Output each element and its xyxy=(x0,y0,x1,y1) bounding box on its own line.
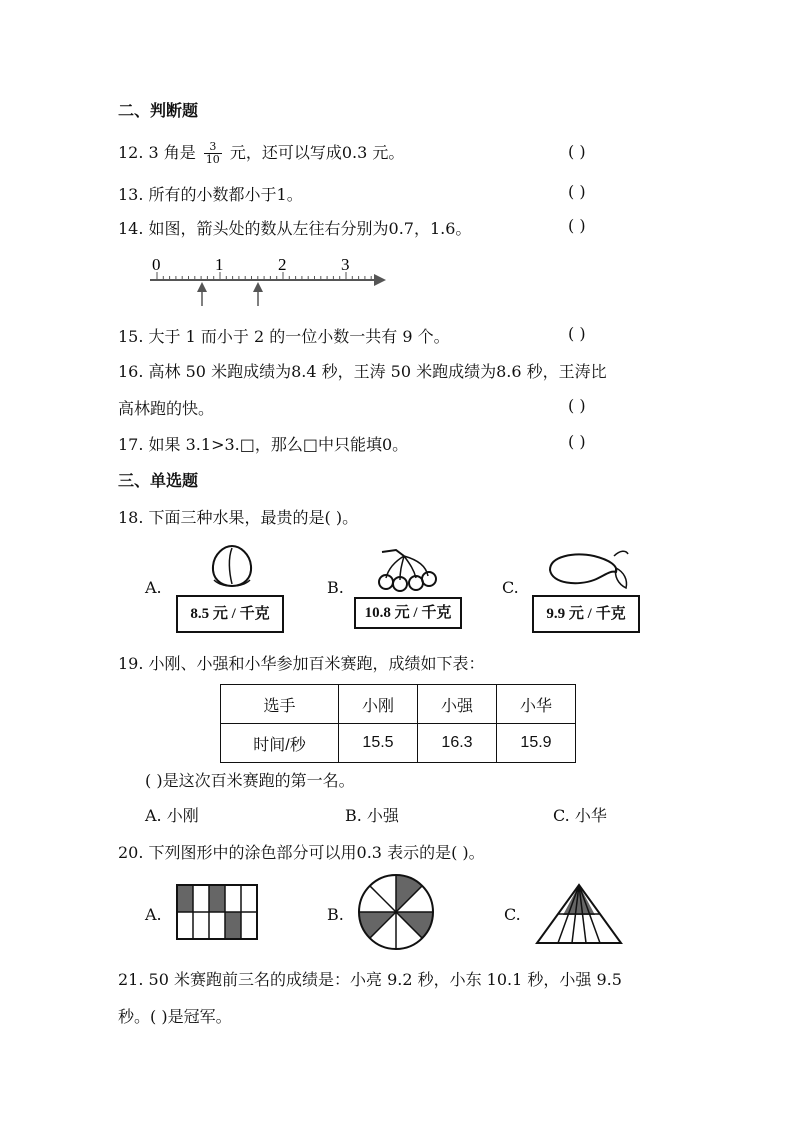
answer-blank-13[interactable]: ( ) xyxy=(568,182,586,201)
fraction xyxy=(204,141,222,166)
option-b[interactable]: B. 小强 xyxy=(345,806,399,825)
question-13: 13. 所有的小数都小于1。 xyxy=(118,185,303,204)
table-cell: 小华 xyxy=(497,685,576,724)
answer-blank-17[interactable]: ( ) xyxy=(568,432,586,451)
cherries-icon xyxy=(374,546,440,592)
table-cell: 15.5 xyxy=(339,724,418,763)
fraction-numerator: 3 xyxy=(204,141,222,154)
section-heading-single-choice: 三、单选题 xyxy=(118,471,199,490)
option-c-label[interactable]: C. xyxy=(504,905,521,924)
table-header-row xyxy=(221,685,576,724)
mango-icon xyxy=(544,546,634,592)
question-15: 15. 大于 1 而小于 2 的一位小数一共有 9 个。 xyxy=(118,327,450,346)
table-row xyxy=(221,724,576,763)
option-b-label[interactable]: B. xyxy=(327,905,344,924)
table-cell: 小强 xyxy=(418,685,497,724)
option-a-label[interactable]: A. xyxy=(145,578,162,597)
arrowhead-icon xyxy=(374,274,386,286)
table-cell: 时间/秒 xyxy=(221,724,339,763)
circle-figure xyxy=(356,872,436,952)
question-21-line2: 秒。( )是冠军。 xyxy=(118,1007,232,1026)
question-12-suffix: 元，还可以写成0.3 元。 xyxy=(229,143,405,162)
triangle-figure xyxy=(534,882,624,946)
table-cell: 选手 xyxy=(221,685,339,724)
question-12-prefix: 12. 3 角是 xyxy=(118,143,196,162)
question-16-line2: 高林跑的快。 xyxy=(118,399,215,418)
section-heading-judgment: 二、判断题 xyxy=(118,101,199,120)
ruler-label-2: 2 xyxy=(278,255,287,274)
question-14: 14. 如图，箭头处的数从左往右分别为0.7，1.6。 xyxy=(118,219,472,238)
option-c[interactable]: C. 小华 xyxy=(553,806,607,825)
grid-figure xyxy=(176,884,260,942)
question-20: 20. 下列图形中的涂色部分可以用0.3 表示的是( )。 xyxy=(118,843,485,862)
fraction-denominator: 10 xyxy=(205,153,220,166)
question-21-line1: 21. 50 米赛跑前三名的成绩是：小亮 9.2 秒，小东 10.1 秒，小强 9.5 xyxy=(118,970,622,989)
question-19-stem: ( )是这次百米赛跑的第一名。 xyxy=(145,771,355,790)
number-line xyxy=(140,250,400,312)
option-b-label[interactable]: B. xyxy=(327,578,344,597)
option-a-label[interactable]: A. xyxy=(145,905,162,924)
question-19: 19. 小刚、小强和小华参加百米赛跑，成绩如下表： xyxy=(118,654,485,673)
question-17: 17. 如果 3.1>3.□，那么□中只能填0。 xyxy=(118,435,409,454)
question-16-line1: 16. 高林 50 米跑成绩为8.4 秒，王涛 50 米跑成绩为8.6 秒，王涛比 xyxy=(118,362,607,381)
ruler-label-1: 1 xyxy=(215,255,224,274)
arrow-up-icon xyxy=(253,282,263,292)
ruler-label-3: 3 xyxy=(341,255,350,274)
price-tag-c: 9.9 元 / 千克 xyxy=(532,595,640,633)
question-12 xyxy=(118,140,404,166)
arrow-up-icon xyxy=(197,282,207,292)
price-tag-a: 8.5 元 / 千克 xyxy=(176,595,284,633)
option-a[interactable]: A. 小刚 xyxy=(145,806,199,825)
question-18: 18. 下面三种水果，最贵的是( )。 xyxy=(118,508,359,527)
peach-icon xyxy=(204,540,260,590)
table-cell: 小刚 xyxy=(339,685,418,724)
option-c-label[interactable]: C. xyxy=(502,578,519,597)
answer-blank-16[interactable]: ( ) xyxy=(568,396,586,415)
answer-blank-12[interactable]: ( ) xyxy=(568,142,586,161)
answer-blank-15[interactable]: ( ) xyxy=(568,324,586,343)
table-cell: 16.3 xyxy=(418,724,497,763)
scores-table xyxy=(220,684,576,763)
price-tag-b: 10.8 元 / 千克 xyxy=(354,597,462,629)
ruler-label-0: 0 xyxy=(152,255,161,274)
answer-blank-14[interactable]: ( ) xyxy=(568,216,586,235)
table-cell: 15.9 xyxy=(497,724,576,763)
